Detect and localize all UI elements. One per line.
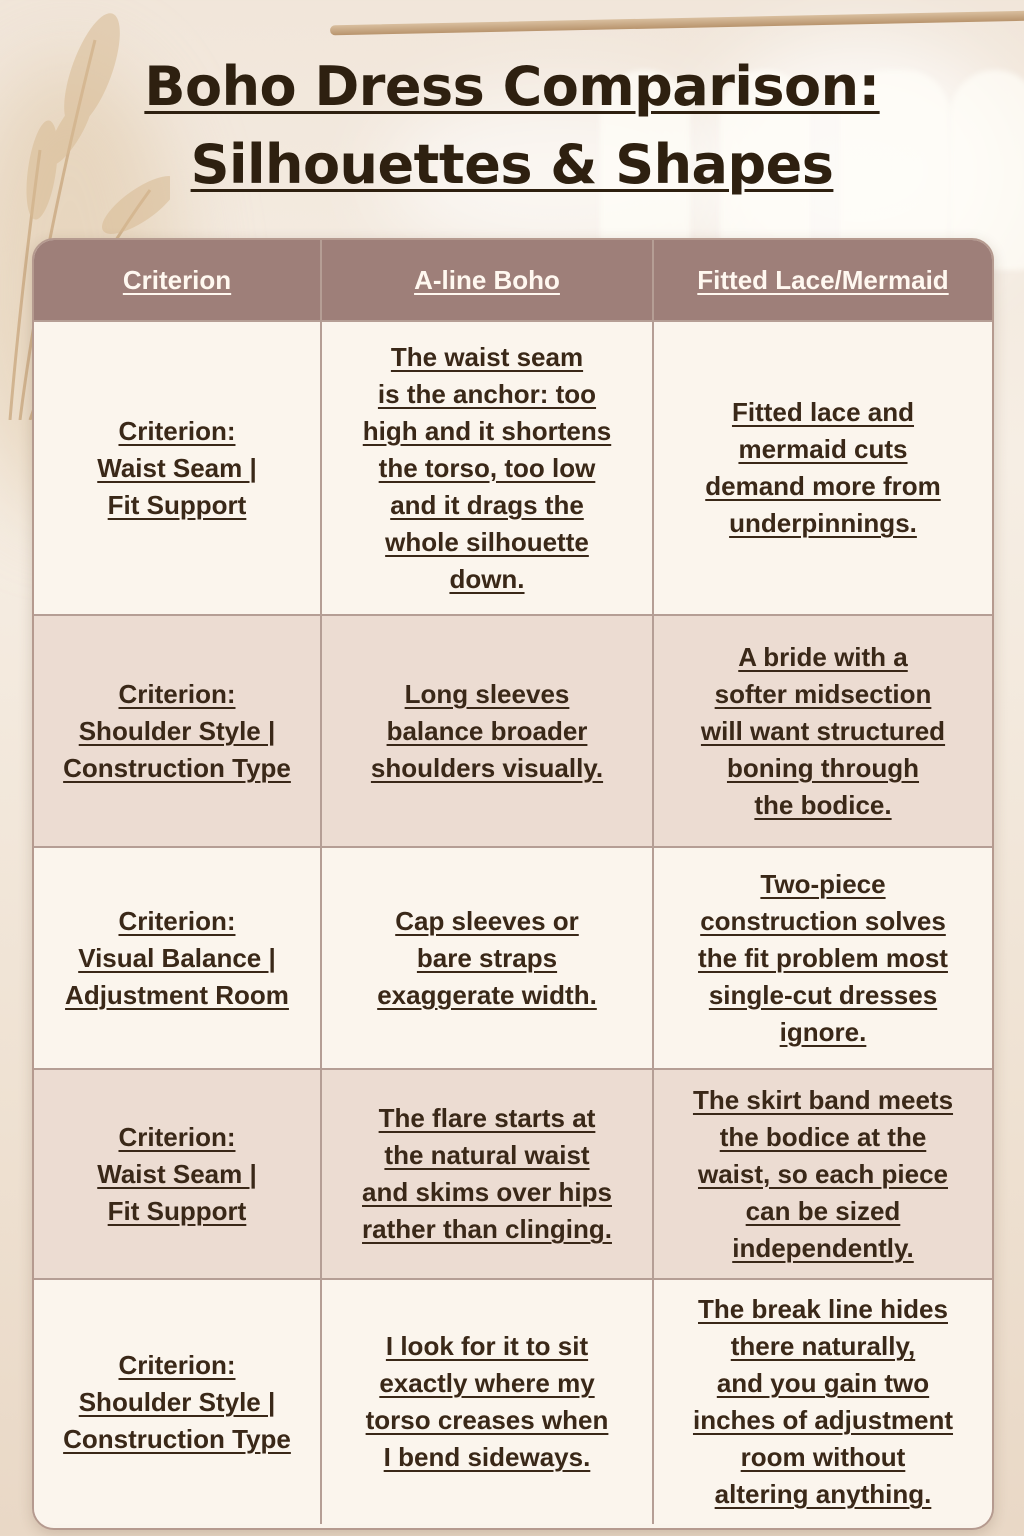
column-header-a-line [322,240,654,322]
column-header-fitted [654,240,992,322]
title-line-2: Silhouettes & Shapes [190,133,834,196]
page-title [0,48,1024,204]
column-header-label: Criterion [122,264,232,295]
cell-text: A bride with a softer midsection will want structured boning through the bodice. [700,641,946,820]
cell-text: Criterion: Waist Seam | Fit Support [97,415,257,520]
title-line-1: Boho Dress Comparison: [144,55,880,118]
table-cell-criterion [34,616,322,848]
cell-text: The break line hides there naturally, and you gain two inches of adjustment room without altering anything. [692,1294,954,1509]
cell-text: Fitted lace and mermaid cuts demand more from underpinnings. [705,397,941,538]
table-cell-fitted [654,1280,992,1524]
table-cell-fitted [654,322,992,616]
table-cell-criterion [34,322,322,616]
column-header-label: Fitted Lace/Mermaid [697,264,949,295]
cell-text: Criterion: Shoulder Style | Construction Type [63,1349,291,1454]
cell-text: Criterion: Visual Balance | Adjustment Room [65,905,289,1010]
cell-text: Criterion: Shoulder Style | Construction Type [63,678,291,783]
table-cell-criterion [34,848,322,1070]
column-header-criterion [34,240,322,322]
table-cell-fitted [654,1070,992,1280]
cell-text: The skirt band meets the bodice at the waist, so each piece can be sized independently. [692,1084,954,1263]
cell-text: The waist seam is the anchor: too high and it shortens the torso, too low and it drags the whole silhouette down. [362,341,612,594]
clothing-rail [330,11,1024,36]
cell-text: Two-piece construction solves the fit problem most single-cut dresses ignore. [698,868,948,1047]
table-cell-a-line [322,1070,654,1280]
table-cell-a-line [322,848,654,1070]
table-cell-criterion [34,1070,322,1280]
cell-text: Long sleeves balance broader shoulders visually. [370,678,604,783]
comparison-table [32,238,994,1530]
table-cell-a-line [322,1280,654,1524]
cell-text: Criterion: Waist Seam | Fit Support [97,1121,257,1226]
table-cell-criterion [34,1280,322,1524]
table-cell-a-line [322,616,654,848]
table-cell-fitted [654,616,992,848]
cell-text: I look for it to sit exactly where my torso creases when I bend sideways. [365,1331,609,1472]
column-header-label: A-line Boho [414,264,560,295]
table-cell-fitted [654,848,992,1070]
cell-text: The flare starts at the natural waist and skims over hips rather than clinging. [362,1103,612,1244]
cell-text: Cap sleeves or bare straps exaggerate width. [377,905,597,1010]
table-cell-a-line [322,322,654,616]
